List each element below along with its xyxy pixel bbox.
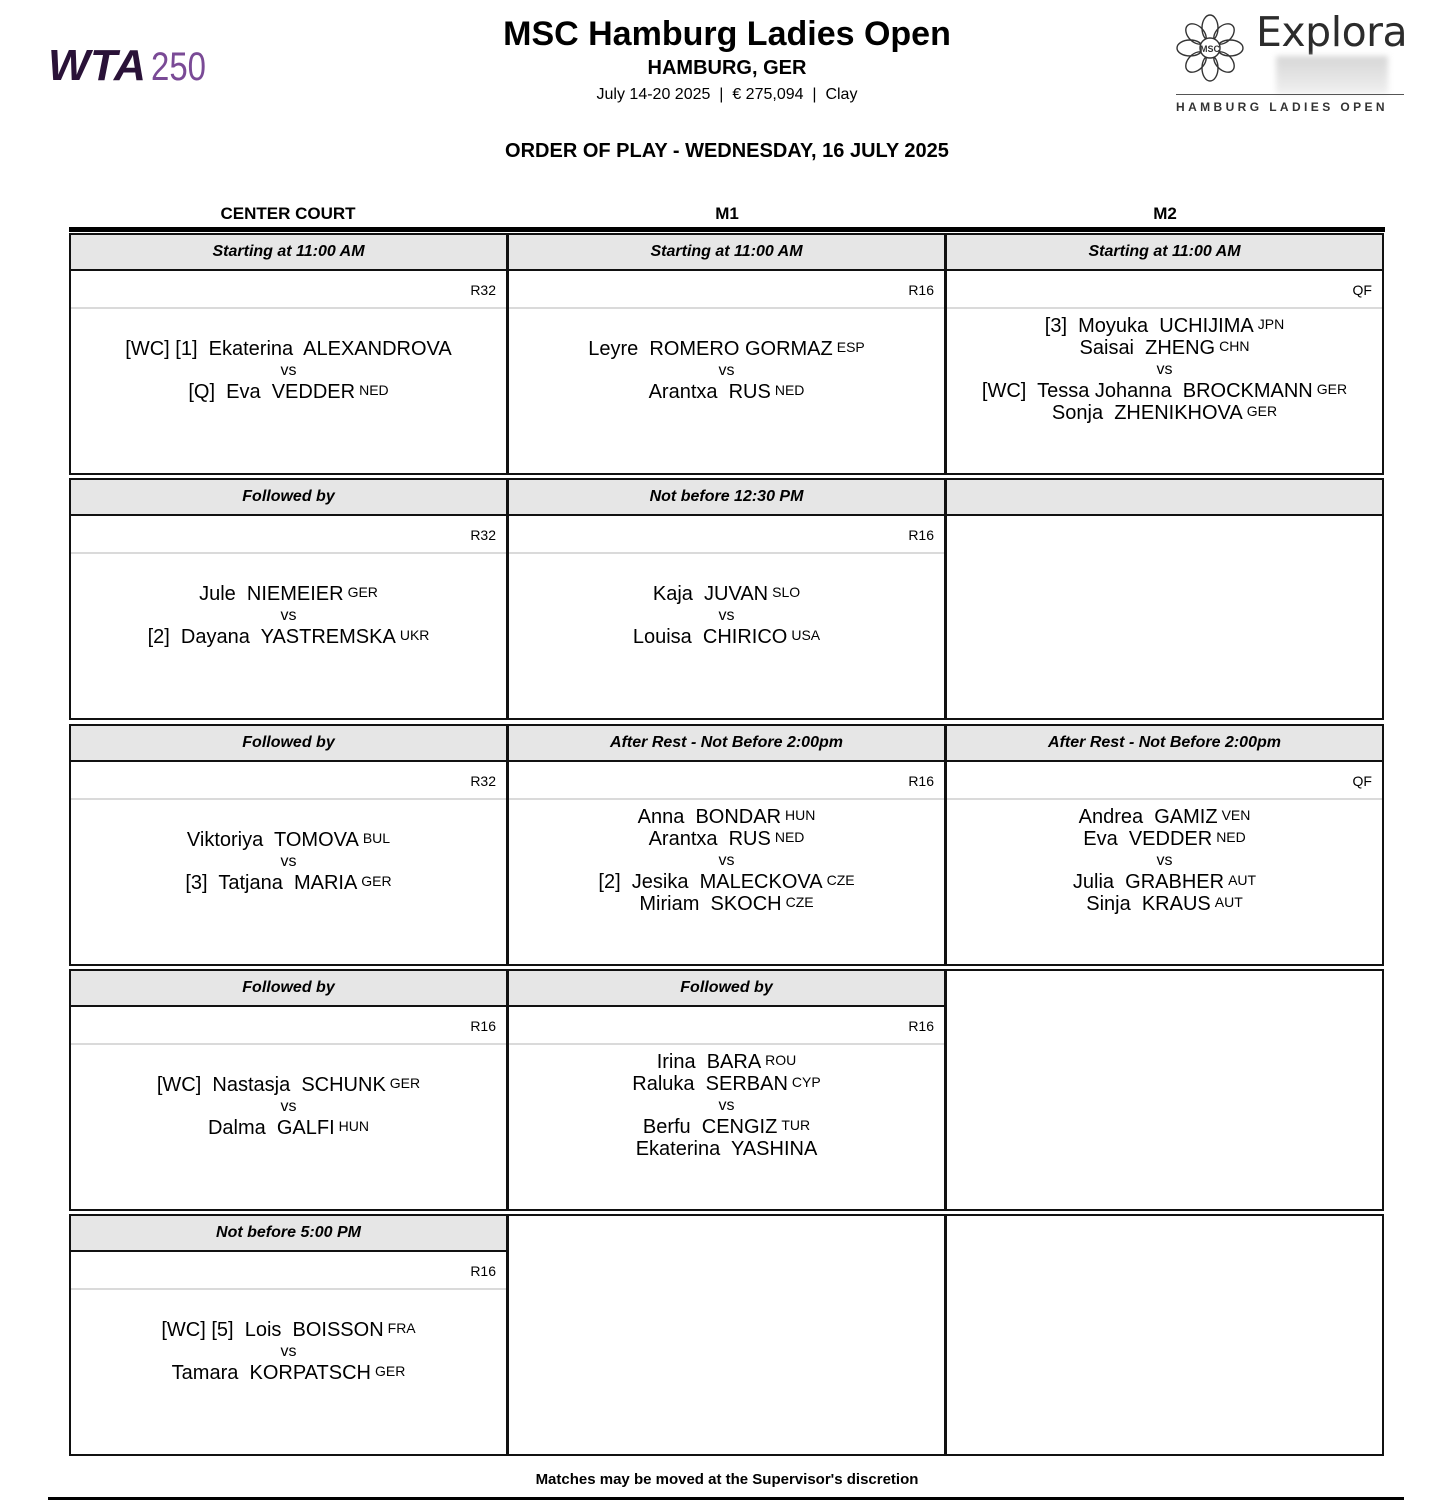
player-name xyxy=(71,1319,506,1341)
match-cell-m1 xyxy=(507,1214,946,1456)
player-name xyxy=(947,315,1382,337)
player-country: CHN xyxy=(1219,338,1250,354)
match-round: R16 xyxy=(509,1007,944,1045)
player-country: CZE xyxy=(785,894,814,910)
match-cell-m2 xyxy=(945,478,1384,720)
match-round: R16 xyxy=(509,516,944,554)
player-full-name: Miriam SKOCH xyxy=(639,893,782,915)
player-name xyxy=(509,1116,944,1138)
match-round: R16 xyxy=(509,762,944,800)
player-full-name: Dalma GALFI xyxy=(207,1117,335,1139)
footer-note: Matches may be moved at the Supervisor's discretion xyxy=(535,1471,919,1488)
player-full-name: Sonja ZHENIKHOVA xyxy=(1051,402,1243,424)
player-country: HUN xyxy=(338,1118,370,1134)
vs-label: vs xyxy=(718,607,735,624)
match-cell-center xyxy=(69,1214,508,1456)
slot-time: Followed by xyxy=(71,726,506,762)
player-name xyxy=(947,893,1382,915)
player-name xyxy=(71,829,506,851)
match-cell-m2 xyxy=(945,724,1384,966)
vs-label: vs xyxy=(280,362,297,379)
tournament-city: HAMBURG, GER xyxy=(647,57,807,79)
match-cell-center xyxy=(69,969,508,1211)
player-name xyxy=(71,1074,506,1096)
player-full-name: Julia GRABHER xyxy=(1072,871,1225,893)
player-name xyxy=(509,583,944,605)
match-cell-center xyxy=(69,233,508,475)
player-name xyxy=(71,872,506,894)
player-country: NED xyxy=(774,382,805,398)
player-full-name: [WC] Tessa Johanna BROCKMANN xyxy=(981,380,1313,402)
player-name xyxy=(509,806,944,828)
slot-time: Starting at 11:00 AM xyxy=(71,235,506,271)
slot-time: After Rest - Not Before 2:00pm xyxy=(947,726,1382,762)
player-full-name: Sinja KRAUS xyxy=(1086,893,1211,915)
player-country: GER xyxy=(374,1363,406,1379)
player-name xyxy=(509,381,944,403)
match-players xyxy=(509,1045,944,1211)
player-country: NED xyxy=(774,829,805,845)
match-round: R16 xyxy=(71,1252,506,1290)
player-name xyxy=(71,1362,506,1384)
sponsor-name: Explora xyxy=(1256,8,1408,56)
match-round: QF xyxy=(947,271,1382,309)
player-name xyxy=(947,828,1382,850)
player-country: ESP xyxy=(836,339,865,355)
slot-time: Not before 12:30 PM xyxy=(509,480,944,516)
player-name xyxy=(947,337,1382,359)
match-players xyxy=(947,309,1382,475)
player-name xyxy=(71,381,506,403)
sponsor-subtitle: HAMBURG LADIES OPEN xyxy=(1176,100,1388,114)
vs-label: vs xyxy=(280,1098,297,1115)
player-full-name: [Q] Eva VEDDER xyxy=(188,381,356,403)
player-name xyxy=(71,583,506,605)
match-players xyxy=(71,554,506,720)
match-players xyxy=(947,800,1382,966)
vs-label: vs xyxy=(718,852,735,869)
player-full-name: Tamara KORPATSCH xyxy=(171,1362,371,1384)
player-full-name: Louisa CHIRICO xyxy=(632,626,788,648)
player-name xyxy=(71,626,506,648)
slot-time: Starting at 11:00 AM xyxy=(509,235,944,271)
vs-label: vs xyxy=(718,362,735,379)
match-cell-m1 xyxy=(507,969,946,1211)
player-full-name: [WC] [1] Ekaterina ALEXANDROVA xyxy=(125,338,452,360)
player-country: HUN xyxy=(785,807,816,823)
player-name xyxy=(947,871,1382,893)
player-country: VEN xyxy=(1221,807,1251,823)
player-country: NED xyxy=(359,382,389,398)
player-country: CYP xyxy=(791,1074,821,1090)
player-country: BUL xyxy=(362,830,391,846)
player-full-name: Jule NIEMEIER xyxy=(199,583,344,605)
player-name xyxy=(509,828,944,850)
player-country: AUT xyxy=(1214,894,1243,910)
player-country: GER xyxy=(1316,381,1348,397)
vs-label: vs xyxy=(718,1097,735,1114)
player-full-name: Arantxa RUS xyxy=(648,828,771,850)
match-cell-center xyxy=(69,724,508,966)
player-full-name: Anna BONDAR xyxy=(637,806,782,828)
order-of-play-heading: ORDER OF PLAY - WEDNESDAY, 16 JULY 2025 xyxy=(505,140,949,162)
player-full-name: [3] Tatjana MARIA xyxy=(185,872,358,894)
player-country: GER xyxy=(347,584,378,600)
match-cell-m1 xyxy=(507,478,946,720)
wta-level-text: 250 xyxy=(151,45,206,89)
player-name xyxy=(71,338,506,360)
match-round: R32 xyxy=(71,271,506,309)
player-full-name: Eva VEDDER xyxy=(1083,828,1213,850)
player-name xyxy=(71,1117,506,1139)
player-full-name: [2] Jesika MALECKOVA xyxy=(598,871,823,893)
player-full-name: Andrea GAMIZ xyxy=(1078,806,1218,828)
match-cell-m1 xyxy=(507,724,946,966)
player-full-name: Viktoriya TOMOVA xyxy=(186,829,359,851)
match-players xyxy=(509,800,944,966)
player-name xyxy=(947,402,1382,424)
player-country: CZE xyxy=(826,872,855,888)
match-players xyxy=(509,309,944,475)
player-full-name: Berfu CENGIZ xyxy=(642,1116,778,1138)
player-full-name: [2] Dayana YASTREMSKA xyxy=(147,626,396,648)
player-name xyxy=(509,626,944,648)
match-round: R32 xyxy=(71,762,506,800)
svg-text:MSC: MSC xyxy=(1200,44,1220,54)
player-country: FRA xyxy=(387,1320,416,1336)
player-name xyxy=(947,806,1382,828)
match-players xyxy=(71,1045,506,1211)
wta-logo-text: WTA xyxy=(48,41,146,90)
match-round: R16 xyxy=(71,1007,506,1045)
player-country: AUT xyxy=(1228,872,1257,888)
player-full-name: Kaja JUVAN xyxy=(652,583,769,605)
player-full-name: Leyre ROMERO GORMAZ xyxy=(588,338,833,360)
player-country: SLO xyxy=(772,584,801,600)
vs-label: vs xyxy=(280,607,297,624)
vs-label: vs xyxy=(280,1343,297,1360)
player-full-name: Ekaterina YASHINA xyxy=(635,1138,818,1160)
player-full-name: Saisai ZHENG xyxy=(1079,337,1216,359)
vs-label: vs xyxy=(280,853,297,870)
match-round: R16 xyxy=(509,271,944,309)
match-round: R32 xyxy=(71,516,506,554)
player-full-name: Raluka SERBAN xyxy=(632,1073,788,1095)
court-header-m2: M2 xyxy=(1153,204,1177,223)
tournament-title: MSC Hamburg Ladies Open xyxy=(503,15,951,53)
vs-label: vs xyxy=(1156,361,1173,378)
tournament-info: July 14-20 2025 | € 275,094 | Clay xyxy=(596,86,858,103)
match-cell-m2 xyxy=(945,969,1384,1211)
player-name xyxy=(509,1051,944,1073)
match-cell-m1 xyxy=(507,233,946,475)
match-players xyxy=(71,800,506,966)
player-country: GER xyxy=(389,1075,421,1091)
player-name xyxy=(509,1073,944,1095)
player-country: UKR xyxy=(399,627,430,643)
slot-time xyxy=(947,480,1382,516)
match-players xyxy=(71,1290,506,1456)
court-header-m1: M1 xyxy=(715,204,739,223)
match-cell-m2 xyxy=(945,1214,1384,1456)
slot-time: Not before 5:00 PM xyxy=(71,1216,506,1252)
player-country: USA xyxy=(791,627,821,643)
player-name xyxy=(509,871,944,893)
player-full-name: [WC] [5] Lois BOISSON xyxy=(161,1319,384,1341)
player-country: ROU xyxy=(765,1052,797,1068)
match-players xyxy=(509,554,944,720)
player-name xyxy=(509,1138,944,1160)
player-country: GER xyxy=(361,873,392,889)
vs-label: vs xyxy=(1156,852,1173,869)
player-country: GER xyxy=(1246,403,1278,419)
player-country: NED xyxy=(1216,829,1246,845)
player-full-name: [3] Moyuka UCHIJIMA xyxy=(1044,315,1254,337)
player-name xyxy=(509,893,944,915)
slot-time: Followed by xyxy=(71,480,506,516)
match-round: QF xyxy=(947,762,1382,800)
player-full-name: Arantxa RUS xyxy=(648,381,771,403)
header-rule xyxy=(69,227,1385,232)
player-country: JPN xyxy=(1257,316,1285,332)
player-country: TUR xyxy=(781,1117,811,1133)
player-name xyxy=(509,338,944,360)
match-players xyxy=(71,309,506,475)
match-cell-m2 xyxy=(945,233,1384,475)
player-full-name: [WC] Nastasja SCHUNK xyxy=(156,1074,386,1096)
slot-time: Followed by xyxy=(71,971,506,1007)
player-name xyxy=(947,380,1382,402)
court-header-center: CENTER COURT xyxy=(220,204,356,223)
player-full-name: Irina BARA xyxy=(656,1051,762,1073)
match-cell-center xyxy=(69,478,508,720)
slot-time: Starting at 11:00 AM xyxy=(947,235,1382,271)
slot-time: After Rest - Not Before 2:00pm xyxy=(509,726,944,762)
slot-time: Followed by xyxy=(509,971,944,1007)
footer-rule xyxy=(48,1497,1404,1500)
